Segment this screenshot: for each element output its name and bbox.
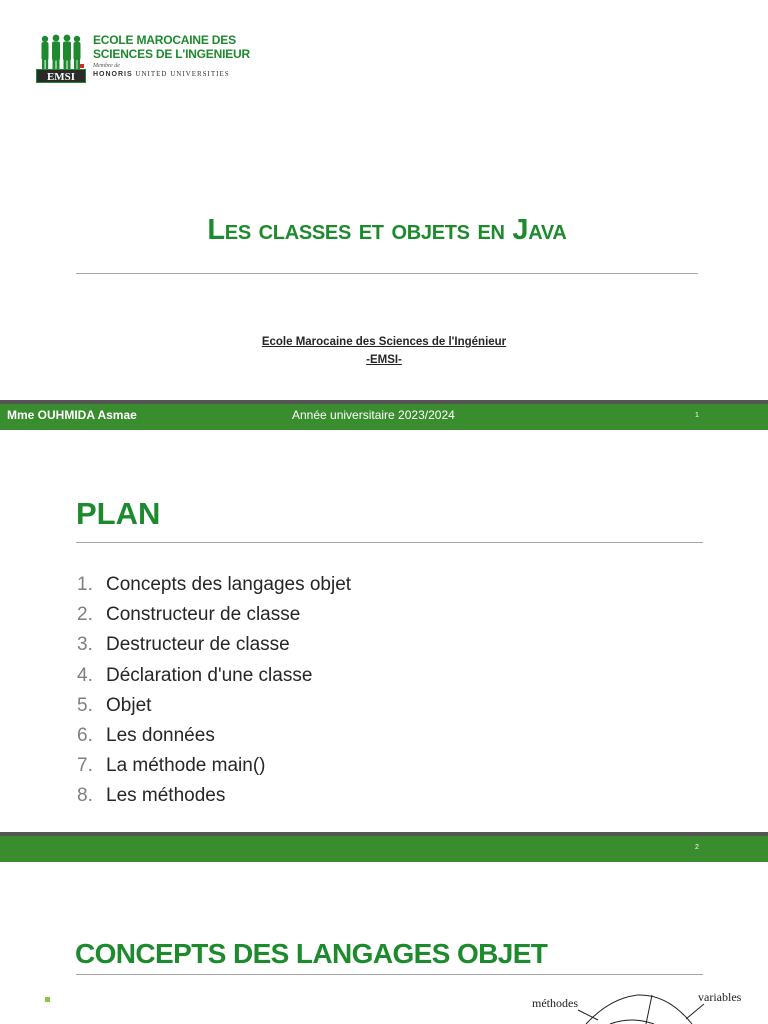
- plan-item-label: Les données: [106, 724, 215, 746]
- logo-line-1: ECOLE MAROCAINE DES: [93, 33, 236, 47]
- diagram-label-methods: méthodes: [532, 996, 578, 1010]
- logo-line-2: SCIENCES DE L'INGENIEUR: [93, 47, 250, 61]
- plan-item-label: Objet: [106, 694, 152, 716]
- plan-list: [77, 570, 351, 812]
- footer-author: Mme OUHMIDA Asmae: [7, 408, 137, 422]
- plan-item-label: Les méthodes: [106, 785, 226, 807]
- plan-item-label: Déclaration d'une classe: [106, 664, 313, 686]
- emsi-logo: [36, 33, 266, 85]
- plan-item-label: Destructeur de classe: [106, 634, 290, 656]
- school-name: Ecole Marocaine des Sciences de l'Ingénieur: [261, 336, 507, 348]
- plan-item-number: 8.: [77, 785, 93, 807]
- school-acronym: -EMSI-: [366, 354, 402, 366]
- plan-item: [77, 751, 351, 781]
- title-divider: [76, 542, 703, 543]
- object-diagram: [520, 974, 768, 1024]
- school-info: [0, 333, 768, 369]
- plan-item: [77, 630, 351, 660]
- plan-item-label: Concepts des langages objet: [106, 574, 352, 595]
- plan-item-number: 1.: [77, 574, 93, 595]
- diagram-divider: [646, 995, 652, 1024]
- emblem-text: EMSI: [46, 71, 76, 83]
- footer-academic-year: Année universitaire 2023/2024: [292, 408, 455, 422]
- plan-item: [77, 691, 351, 721]
- plan-item: [77, 600, 351, 630]
- plan-item-number: 4.: [77, 664, 93, 686]
- slide-number: 1: [695, 412, 699, 419]
- plan-item: [77, 661, 351, 691]
- plan-item-label: Constructeur de classe: [106, 604, 301, 626]
- slide-footer: [0, 832, 768, 862]
- bullet-icon: [45, 997, 50, 1002]
- diagram-outer-ring: [586, 995, 692, 1024]
- plan-item: [77, 721, 351, 751]
- plan-item-number: 7.: [77, 755, 93, 777]
- plan-item-label: La méthode main(): [106, 755, 266, 777]
- logo-member-text: Membre de: [93, 63, 120, 69]
- plan-title: PLAN: [76, 496, 161, 531]
- honoris-brand: HONORIS: [93, 71, 133, 78]
- slide-1: [0, 0, 768, 432]
- diagram-label-variables: variables: [698, 990, 742, 1004]
- slide-footer: [0, 400, 768, 430]
- diagram-pointer-variables: [686, 1004, 704, 1019]
- plan-item-number: 6.: [77, 724, 93, 746]
- honoris-rest: UNITED UNIVERSITIES: [135, 70, 230, 78]
- plan-item-number: 5.: [77, 694, 93, 716]
- slide-3: [0, 866, 768, 1024]
- slide-number: 2: [695, 844, 699, 851]
- title-divider: [76, 273, 698, 274]
- plan-item-number: 3.: [77, 634, 93, 656]
- diagram-inner-ring: [610, 1020, 654, 1024]
- logo-wordmark: [93, 33, 268, 79]
- plan-item: [77, 781, 351, 811]
- slide-title: Les classes et objets en Java: [207, 214, 567, 246]
- emsi-emblem-icon: [36, 33, 86, 83]
- logo-honoris: [93, 70, 268, 79]
- concepts-title: CONCEPTS DES LANGAGES OBJET: [75, 938, 548, 969]
- plan-item-number: 2.: [77, 604, 93, 626]
- plan-item: [77, 570, 351, 600]
- slide-2: [0, 432, 768, 866]
